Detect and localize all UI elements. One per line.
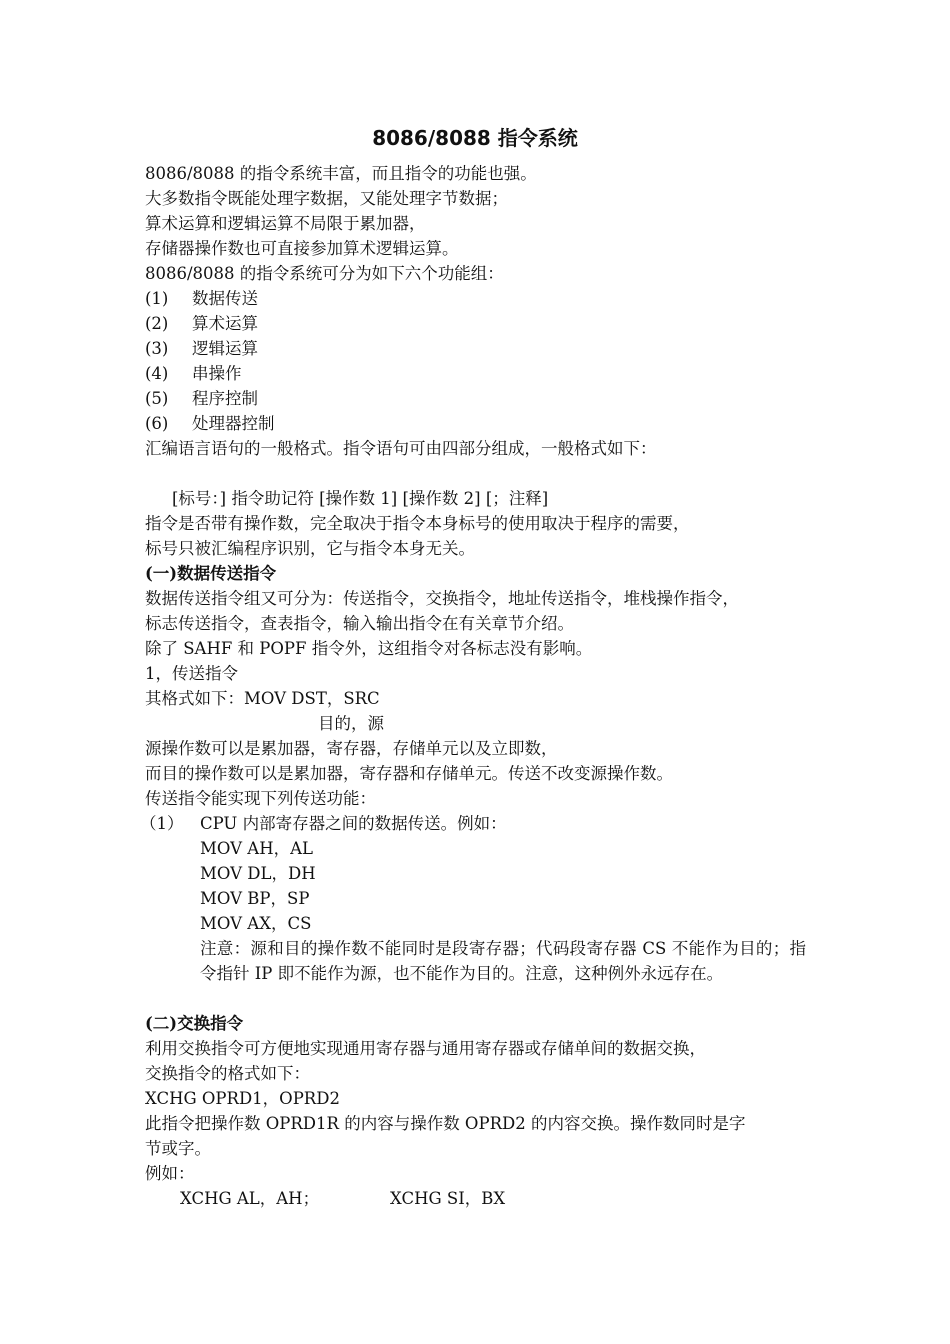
- list-item-text: CPU 内部寄存器之间的数据传送。例如：: [200, 814, 507, 833]
- note-paragraph: 注意：源和目的操作数不能同时是段寄存器；代码段寄存器 CS 不能作为目的；指令指针 IP 即不能作为源，也不能作为目的。注意，这种例外永远存在。: [200, 939, 806, 983]
- intro-line-1: 8086/8088 的指令系统丰富，而且指令的功能也强。: [145, 164, 537, 183]
- list-number: （1）: [140, 814, 184, 833]
- code-example: MOV AX，CS: [200, 914, 312, 933]
- paragraph-line: 节或字。: [145, 1139, 211, 1158]
- format-note-1: 指令是否带有操作数，完全取决于指令本身标号的使用取决于程序的需要，: [145, 514, 690, 533]
- mov-format: 其格式如下：MOV DST，SRC: [145, 689, 380, 708]
- group-label: 逻辑运算: [192, 339, 258, 358]
- group-number: (3): [145, 339, 169, 358]
- group-number: (1): [145, 289, 169, 308]
- intro-line-3: 算术运算和逻辑运算不局限于累加器，: [145, 214, 426, 233]
- group-number: (2): [145, 314, 169, 333]
- paragraph-line: 数据传送指令组又可分为：传送指令，交换指令，地址传送指令，堆栈操作指令，: [145, 589, 739, 608]
- group-label: 串操作: [192, 364, 242, 383]
- group-number: (6): [145, 414, 169, 433]
- subheading-mov: 1，传送指令: [145, 664, 238, 683]
- paragraph-line: 标志传送指令，查表指令，输入输出指令在有关章节介绍。: [145, 614, 574, 633]
- paragraph-line: 源操作数可以是累加器，寄存器，存储单元以及立即数，: [145, 739, 558, 758]
- section-heading-exchange: (二)交换指令: [145, 1014, 244, 1033]
- group-number: (5): [145, 389, 169, 408]
- code-example: MOV DL，DH: [200, 864, 316, 883]
- group-label: 算术运算: [192, 314, 258, 333]
- code-example: XCHG SI，BX: [390, 1189, 506, 1208]
- paragraph-line: 此指令把操作数 OPRD1R 的内容与操作数 OPRD2 的内容交换。操作数同时是字: [145, 1114, 746, 1133]
- page-title: 8086/8088 指令系统: [372, 126, 578, 150]
- section-heading-data-transfer: (一)数据传送指令: [145, 564, 277, 583]
- group-label: 程序控制: [192, 389, 258, 408]
- paragraph-line: 除了 SAHF 和 POPF 指令外，这组指令对各标志没有影响。: [145, 639, 593, 658]
- code-example: MOV AH，AL: [200, 839, 313, 858]
- code-example: MOV BP，SP: [200, 889, 310, 908]
- intro-line-2: 大多数指令既能处理字数据，又能处理字节数据；: [145, 189, 508, 208]
- mov-format-note: 目的，源: [318, 714, 384, 733]
- paragraph-line: 传送指令能实现下列传送功能：: [145, 789, 376, 808]
- group-label: 数据传送: [192, 289, 258, 308]
- example-label: 例如：: [145, 1164, 195, 1183]
- paragraph-line: 利用交换指令可方便地实现通用寄存器与通用寄存器或存储单间的数据交换，: [145, 1039, 706, 1058]
- xchg-format: XCHG OPRD1，OPRD2: [145, 1089, 340, 1108]
- format-note-2: 标号只被汇编程序识别，它与指令本身无关。: [145, 539, 475, 558]
- group-number: (4): [145, 364, 169, 383]
- code-example: XCHG AL，AH；: [180, 1189, 320, 1208]
- format-intro: 汇编语言语句的一般格式。指令语句可由四部分组成，一般格式如下：: [145, 439, 657, 458]
- intro-line-5: 8086/8088 的指令系统可分为如下六个功能组：: [145, 264, 504, 283]
- paragraph-line: 而目的操作数可以是累加器，寄存器和存储单元。传送不改变源操作数。: [145, 764, 673, 783]
- group-label: 处理器控制: [192, 414, 275, 433]
- format-line: [标号：] 指令助记符 [操作数 1] [操作数 2] [；注释]: [172, 489, 549, 508]
- intro-line-4: 存储器操作数也可直接参加算术逻辑运算。: [145, 239, 459, 258]
- paragraph-line: 交换指令的格式如下：: [145, 1064, 310, 1083]
